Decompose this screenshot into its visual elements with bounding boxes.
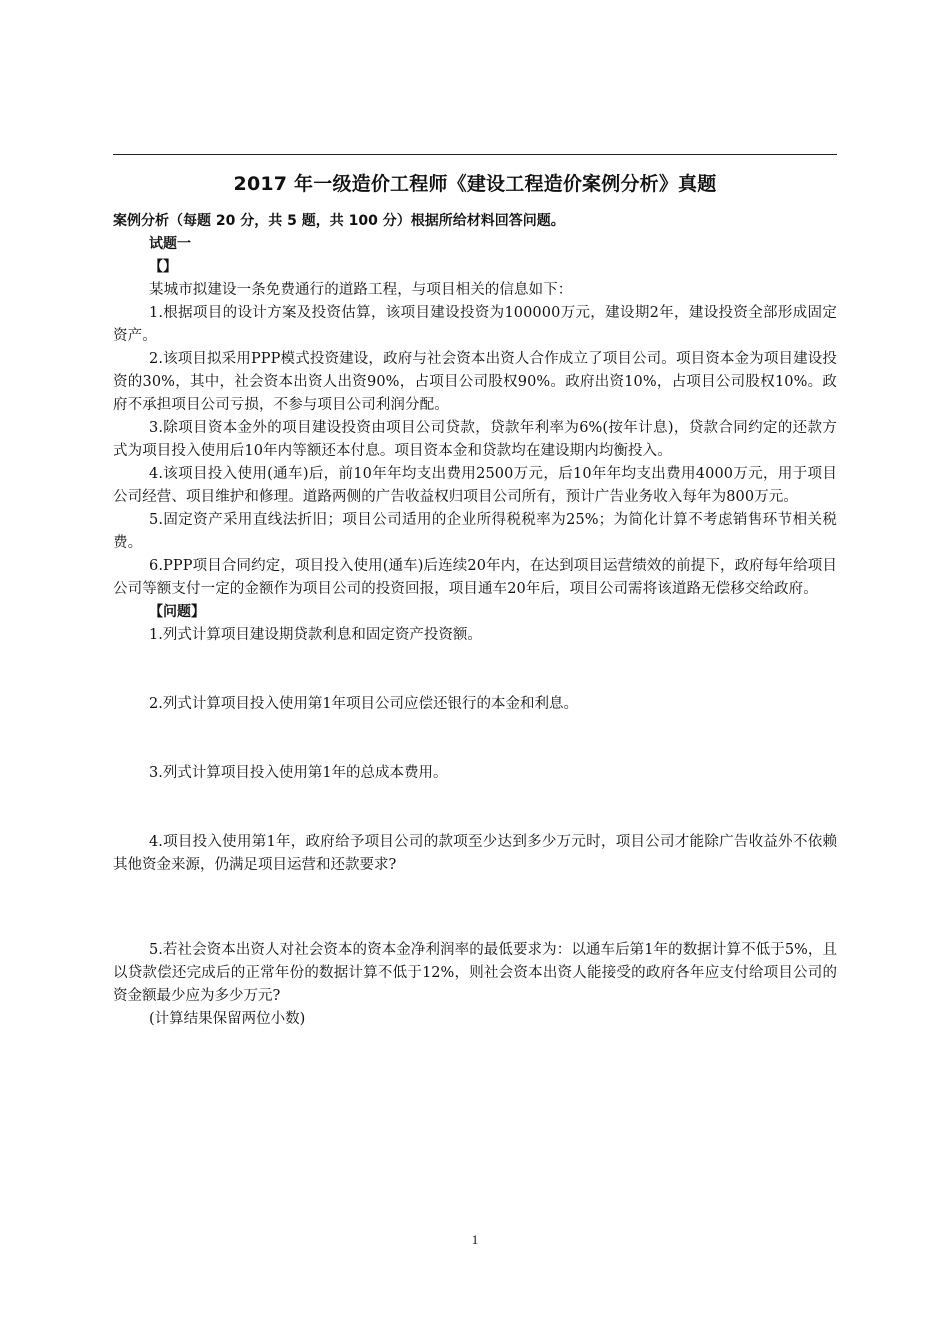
section-label: 试题一 xyxy=(149,236,191,252)
lead-paragraph: 某城市拟建设一条免费通行的道路工程，与项目相关的信息如下： xyxy=(149,282,573,298)
header-rule xyxy=(113,154,837,155)
question-1: 1.列式计算项目建设期贷款利息和固定资产投资额。 xyxy=(149,627,482,643)
question-4: 4.项目投入使用第1年，政府给予项目公司的款项至少达到多少万元时，项目公司才能除广告收益外不依赖其他资金来源，仍满足项目运营和还款要求? xyxy=(113,834,837,873)
question-2: 2.列式计算项目投入使用第1年项目公司应偿还银行的本金和利息。 xyxy=(149,696,579,712)
info-item-6: 6.PPP项目合同约定，项目投入使用(通车)后连续20年内，在达到项目运营绩效的前提下，政府每年给项目公司等额支付一定的金额作为项目公司的投资回报，项目通车20年后，项目公司需将该道路无偿移交给政府。 xyxy=(113,558,837,597)
info-item-5: 5.固定资产采用直线法折旧；项目公司适用的企业所得税税率为25%；为简化计算不考虑销售环节相关税费。 xyxy=(113,512,837,551)
question-5: 5.若社会资本出资人对社会资本的资本金净利润率的最低要求为：以通车后第1年的数据计算不低于5%，且以贷款偿还完成后的正常年份的数据计算不低于12%，则社会资本出资人能接受的政府各年应支付给项目公司的资金额最少应为多少万元? xyxy=(113,942,837,1004)
info-item-4: 4.该项目投入使用(通车)后，前10年年均支出费用2500万元，后10年年均支出费用4000万元，用于项目公司经营、项目维护和修理。道路两侧的广告收益权归项目公司所有，预计广告业务收入每年为800万元。 xyxy=(113,466,837,505)
question-3: 3.列式计算项目投入使用第1年的总成本费用。 xyxy=(149,765,448,781)
info-item-3: 3.除项目资本金外的项目建设投资由项目公司贷款，贷款年利率为6%(按年计息)，贷款合同约定的还款方式为项目投入使用后10年内等额还本付息。项目资本金和贷款均在建设期内均衡投入。 xyxy=(113,420,837,459)
rounding-note: (计算结果保留两位小数) xyxy=(149,1011,306,1027)
background-label: 【】 xyxy=(149,259,177,275)
questions-label: 【问题】 xyxy=(149,604,205,620)
info-item-2: 2.该项目拟采用PPP模式投资建设，政府与社会资本出资人合作成立了项目公司。项目资本金为项目建设投资的30%，其中，社会资本出资人出资90%，占项目公司股权90%。政府出资10%，占项目公司股权10%。政府不承担项目公司亏损，不参与项目公司利润分配。 xyxy=(113,351,837,413)
info-item-1: 1.根据项目的设计方案及投资估算，该项目建设投资为100000万元，建设期2年，建设投资全部形成固定资产。 xyxy=(113,305,837,344)
exam-intro: 案例分析（每题 20 分，共 5 题，共 100 分）根据所给材料回答问题。 xyxy=(113,213,565,229)
document-body xyxy=(113,210,837,1031)
page-number: 1 xyxy=(471,1232,479,1247)
page-title: 2017 年一级造价工程师《建设工程造价案例分析》真题 xyxy=(233,173,717,195)
